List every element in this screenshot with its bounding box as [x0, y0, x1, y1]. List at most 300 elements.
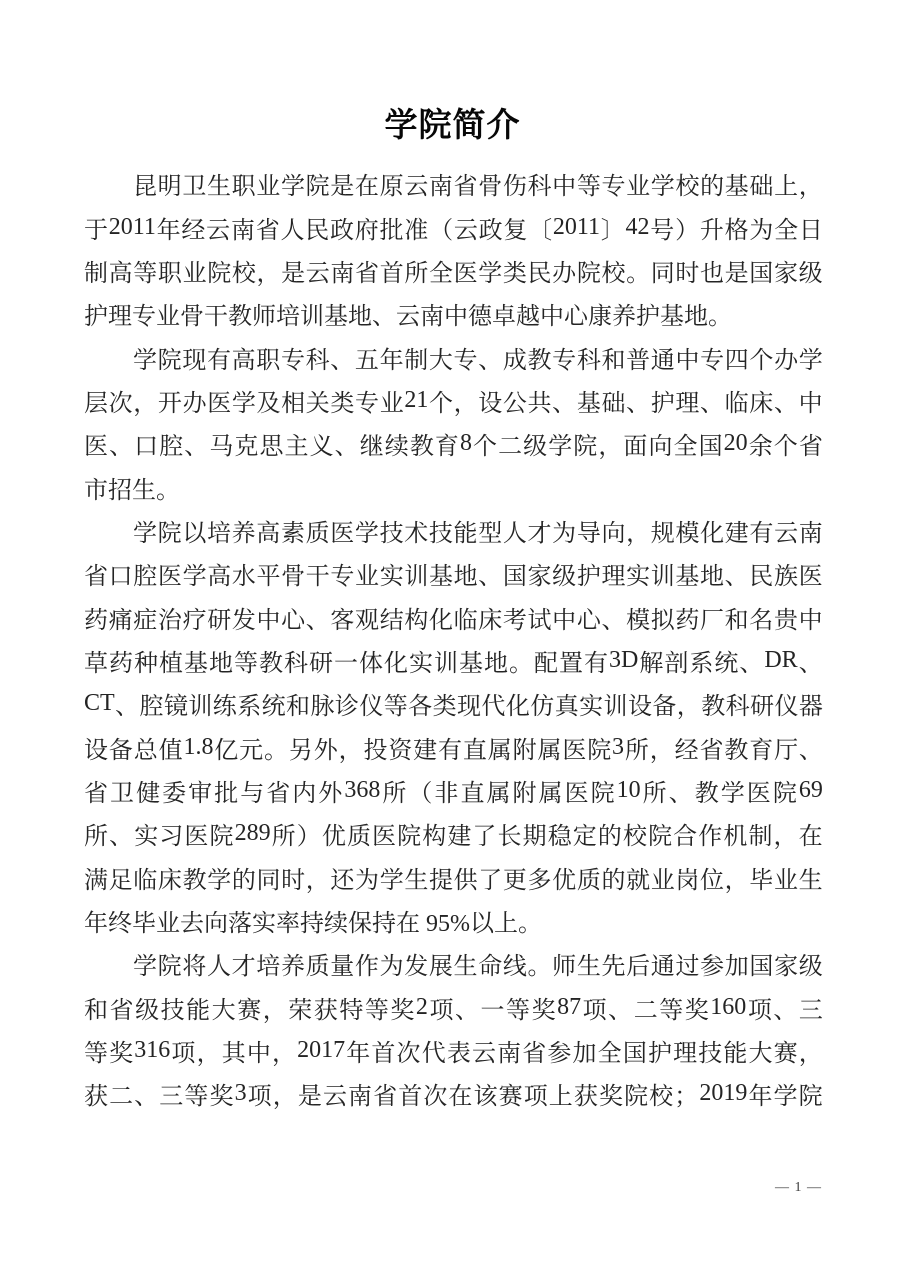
- glyph: 面: [623, 434, 648, 461]
- glyph: 线: [502, 954, 527, 981]
- glyph: 术: [404, 520, 429, 547]
- glyph: 专: [280, 347, 305, 374]
- glyph: 主: [284, 434, 309, 461]
- glyph: 为: [552, 520, 577, 547]
- glyph: CT: [84, 690, 115, 717]
- glyph: 赛: [237, 997, 262, 1024]
- glyph: 草: [84, 650, 108, 677]
- glyph: ，: [453, 390, 478, 417]
- glyph: 毕: [749, 867, 774, 894]
- glyph: 学: [207, 867, 232, 894]
- glyph: 质: [305, 954, 330, 981]
- glyph: 学: [133, 520, 157, 547]
- glyph: 制: [84, 260, 108, 287]
- glyph: 于: [84, 217, 108, 244]
- glyph: 的: [597, 824, 622, 851]
- glyph: 成: [502, 347, 527, 374]
- glyph: 业: [626, 174, 651, 201]
- text-line: 年终毕业去向落实率持续保持在 95%以上。: [84, 911, 542, 938]
- glyph: 四: [724, 347, 749, 374]
- glyph: 民: [527, 260, 552, 287]
- glyph: 、: [109, 824, 134, 851]
- glyph: 为: [355, 867, 380, 894]
- glyph: 获: [313, 997, 338, 1024]
- glyph: 校: [231, 260, 256, 287]
- glyph: 研: [207, 607, 232, 634]
- glyph: 义: [309, 434, 334, 461]
- glyph: 南: [497, 1041, 522, 1068]
- glyph: 建: [724, 520, 749, 547]
- glyph: 、: [134, 1084, 159, 1111]
- glyph: 类: [432, 694, 457, 721]
- page-number: — 1 —: [775, 1180, 822, 1195]
- glyph: 客: [330, 607, 355, 634]
- glyph: 医: [798, 564, 823, 591]
- glyph: 国: [502, 564, 527, 591]
- glyph: 加: [724, 954, 749, 981]
- glyph: 格: [724, 217, 749, 244]
- glyph: 床: [478, 607, 503, 634]
- glyph: 2011: [108, 213, 156, 240]
- glyph: 开: [157, 390, 182, 417]
- glyph: 学: [650, 174, 675, 201]
- text-line: [84, 682, 823, 725]
- glyph: 有: [206, 347, 231, 374]
- glyph: 科: [725, 694, 750, 721]
- glyph: 政: [330, 217, 354, 244]
- glyph: 腔: [159, 434, 184, 461]
- glyph: 大: [748, 1041, 773, 1068]
- glyph: 向: [648, 434, 673, 461]
- glyph: 奖: [390, 997, 415, 1024]
- glyph: 基: [184, 650, 208, 677]
- glyph: 命: [478, 954, 503, 981]
- glyph: 满: [84, 867, 108, 894]
- glyph: 医: [562, 737, 587, 764]
- glyph: 地: [453, 564, 478, 591]
- glyph: 。: [509, 650, 533, 677]
- glyph: 教: [701, 694, 726, 721]
- glyph: 省: [266, 780, 291, 807]
- glyph: 首: [371, 1041, 396, 1068]
- glyph: 系: [689, 650, 714, 677]
- glyph: 奖: [684, 997, 709, 1024]
- glyph: 全: [428, 260, 453, 287]
- text-line: [84, 552, 823, 595]
- glyph: 和: [601, 347, 626, 374]
- glyph: 医: [330, 520, 355, 547]
- glyph: 思: [259, 434, 284, 461]
- glyph: 护: [647, 1041, 672, 1068]
- glyph: 南: [798, 520, 823, 547]
- glyph: 等: [383, 694, 408, 721]
- glyph: 一: [334, 650, 358, 677]
- glyph: 仿: [530, 694, 555, 721]
- glyph: 年: [156, 217, 181, 244]
- glyph: 国: [749, 954, 774, 981]
- glyph: 年: [346, 1041, 371, 1068]
- glyph: 也: [700, 260, 725, 287]
- glyph: 业: [773, 867, 798, 894]
- glyph: （: [408, 780, 433, 807]
- glyph: 腔: [139, 694, 164, 721]
- glyph: 大: [211, 997, 236, 1024]
- glyph: 院: [209, 824, 234, 851]
- glyph: 学: [379, 867, 404, 894]
- glyph: 干: [305, 564, 330, 591]
- glyph: 学: [231, 390, 256, 417]
- glyph: 学: [133, 954, 157, 981]
- glyph: 实: [626, 564, 651, 591]
- glyph: 、: [334, 434, 359, 461]
- glyph: 值: [158, 737, 183, 764]
- glyph: 是: [724, 260, 749, 287]
- text-line: [84, 595, 823, 638]
- glyph: 生: [453, 954, 478, 981]
- glyph: 科: [284, 650, 308, 677]
- glyph: 民: [749, 564, 774, 591]
- glyph: 制: [404, 347, 429, 374]
- glyph: 、: [601, 607, 626, 634]
- glyph: 参: [547, 1041, 572, 1068]
- glyph: 统: [261, 694, 286, 721]
- glyph: 地: [700, 564, 725, 591]
- glyph: 训: [404, 564, 429, 591]
- glyph: 合: [673, 824, 698, 851]
- text-line: [84, 942, 823, 985]
- glyph: 马: [209, 434, 234, 461]
- glyph: ，: [598, 434, 623, 461]
- text-line: 市招生。: [84, 477, 180, 504]
- glyph: 国: [749, 260, 774, 287]
- glyph: 3: [234, 1080, 247, 1107]
- glyph: 加: [572, 1041, 597, 1068]
- glyph: 是: [297, 1084, 322, 1111]
- glyph: 素: [280, 520, 305, 547]
- glyph: DR: [764, 646, 798, 673]
- glyph: 才: [231, 954, 256, 981]
- glyph: 21: [404, 386, 429, 413]
- glyph: 160: [710, 993, 747, 1020]
- document-body: [84, 162, 823, 1116]
- glyph: 设: [478, 390, 503, 417]
- glyph: 贵: [773, 607, 798, 634]
- glyph: 科: [305, 347, 330, 374]
- glyph: 是: [330, 174, 355, 201]
- glyph: 、: [478, 347, 503, 374]
- glyph: 所: [382, 780, 407, 807]
- glyph: 院: [207, 260, 232, 287]
- glyph: 厅: [774, 737, 799, 764]
- glyph: 定: [572, 824, 597, 851]
- glyph: 制: [748, 824, 773, 851]
- glyph: 医: [184, 824, 209, 851]
- glyph: 植: [159, 650, 183, 677]
- glyph: 中: [552, 607, 577, 634]
- glyph: 生: [206, 174, 231, 201]
- glyph: 为: [379, 954, 404, 981]
- glyph: 建: [413, 737, 438, 764]
- glyph: 练: [212, 694, 237, 721]
- glyph: 现: [182, 347, 207, 374]
- glyph: 疗: [182, 607, 207, 634]
- glyph: 省: [84, 780, 108, 807]
- glyph: ，: [338, 737, 363, 764]
- glyph: 。: [264, 737, 289, 764]
- glyph: 腔: [133, 564, 158, 591]
- glyph: 院: [587, 737, 612, 764]
- glyph: 个: [428, 390, 453, 417]
- glyph: 生: [576, 954, 601, 981]
- glyph: 。: [626, 260, 651, 287]
- glyph: 上: [774, 174, 799, 201]
- glyph: 人: [206, 954, 231, 981]
- glyph: 医: [564, 780, 589, 807]
- glyph: 获: [84, 1084, 108, 1111]
- glyph: 次: [108, 390, 133, 417]
- glyph: 中: [798, 607, 823, 634]
- glyph: 训: [603, 694, 628, 721]
- glyph: 级: [552, 564, 577, 591]
- glyph: 临: [724, 390, 749, 417]
- glyph: 养: [231, 520, 256, 547]
- glyph: 复: [503, 217, 528, 244]
- glyph: 、: [454, 997, 479, 1024]
- glyph: 3D: [609, 646, 639, 673]
- glyph: 该: [473, 1084, 498, 1111]
- glyph: 期: [522, 824, 547, 851]
- glyph: 基: [724, 174, 749, 201]
- glyph: 奖: [531, 997, 556, 1024]
- glyph: 机: [723, 824, 748, 851]
- glyph: 化: [505, 694, 530, 721]
- glyph: 有: [584, 650, 608, 677]
- glyph: 、: [109, 434, 134, 461]
- glyph: ，: [271, 1041, 296, 1068]
- glyph: 明: [157, 174, 182, 201]
- glyph: 直: [462, 737, 487, 764]
- glyph: 养: [280, 954, 305, 981]
- glyph: 院: [590, 780, 615, 807]
- glyph: 医: [372, 824, 397, 851]
- glyph: 委: [162, 780, 187, 807]
- glyph: 技: [428, 520, 453, 547]
- glyph: 、: [478, 564, 503, 591]
- glyph: 五: [354, 347, 379, 374]
- glyph: 全: [774, 217, 799, 244]
- glyph: 类: [502, 260, 527, 287]
- glyph: 足: [108, 867, 133, 894]
- glyph: 属: [487, 737, 512, 764]
- glyph: 学: [773, 1084, 798, 1111]
- glyph: 质: [305, 520, 330, 547]
- glyph: 、: [330, 347, 355, 374]
- glyph: 高: [256, 520, 281, 547]
- glyph: 发: [231, 607, 256, 634]
- glyph: 2011: [552, 213, 600, 240]
- text-line: [84, 725, 823, 768]
- glyph: 投: [363, 737, 388, 764]
- glyph: 在: [798, 824, 823, 851]
- glyph: 省: [255, 217, 280, 244]
- glyph: 育: [749, 737, 774, 764]
- glyph: 个: [773, 434, 798, 461]
- text-line: [84, 639, 823, 682]
- glyph: 作: [354, 954, 379, 981]
- glyph: 云: [206, 217, 231, 244]
- glyph: 、: [608, 997, 633, 1024]
- glyph: 所: [84, 824, 108, 851]
- glyph: 建: [447, 824, 472, 851]
- glyph: 等: [364, 997, 389, 1024]
- glyph: 特: [339, 997, 364, 1024]
- glyph: 护: [576, 564, 601, 591]
- glyph: 南: [230, 217, 255, 244]
- glyph: 多: [527, 867, 552, 894]
- glyph: 心: [576, 607, 601, 634]
- glyph: 院: [624, 1084, 649, 1111]
- glyph: 相: [281, 390, 306, 417]
- glyph: 置: [559, 650, 583, 677]
- glyph: 拟: [650, 607, 675, 634]
- glyph: 亿: [214, 737, 239, 764]
- glyph: 等: [576, 174, 601, 201]
- glyph: 10: [616, 776, 641, 803]
- glyph: 骨: [478, 174, 503, 201]
- glyph: 训: [434, 650, 458, 677]
- glyph: 等: [133, 260, 158, 287]
- glyph: ，: [798, 1041, 823, 1068]
- glyph: 级: [798, 954, 823, 981]
- glyph: 云: [453, 217, 478, 244]
- glyph: 科: [576, 347, 601, 374]
- glyph: 系: [237, 694, 262, 721]
- glyph: 、: [739, 650, 764, 677]
- glyph: 实: [379, 564, 404, 591]
- glyph: 办: [774, 347, 799, 374]
- glyph: ，: [676, 694, 701, 721]
- glyph: ，: [256, 260, 281, 287]
- glyph: 所: [404, 260, 429, 287]
- glyph: 医: [453, 260, 478, 287]
- glyph: 实: [579, 694, 604, 721]
- glyph: 床: [157, 867, 182, 894]
- glyph: 地: [209, 650, 233, 677]
- glyph: 、: [700, 390, 725, 417]
- glyph: 和: [84, 997, 108, 1024]
- glyph: 云: [305, 260, 330, 287]
- glyph: 镜: [163, 694, 188, 721]
- glyph: 护: [650, 390, 675, 417]
- glyph: 类: [330, 390, 355, 417]
- glyph: 、: [552, 390, 577, 417]
- glyph: 省: [798, 434, 823, 461]
- glyph: ，: [262, 997, 287, 1024]
- glyph: 直: [460, 780, 485, 807]
- glyph: 首: [398, 1084, 423, 1111]
- glyph: 试: [527, 607, 552, 634]
- glyph: 质: [576, 867, 601, 894]
- glyph: 项: [582, 997, 607, 1024]
- glyph: 省: [699, 737, 724, 764]
- glyph: 结: [379, 607, 404, 634]
- glyph: 同: [256, 867, 281, 894]
- glyph: 业: [379, 390, 404, 417]
- glyph: 职: [256, 347, 281, 374]
- glyph: 过: [675, 954, 700, 981]
- text-line: [84, 856, 823, 899]
- glyph: 另: [288, 737, 313, 764]
- glyph: 口: [108, 564, 133, 591]
- glyph: 技: [698, 1041, 723, 1068]
- glyph: 平: [256, 564, 281, 591]
- text-line: [84, 335, 823, 378]
- glyph: 附: [512, 780, 537, 807]
- glyph: 云: [471, 1041, 496, 1068]
- glyph: 观: [355, 607, 380, 634]
- glyph: 续: [384, 434, 409, 461]
- glyph: 厂: [700, 607, 725, 634]
- glyph: 教: [182, 867, 207, 894]
- glyph: 附: [512, 737, 537, 764]
- page-title: 学院简介: [384, 108, 521, 144]
- glyph: 赛: [498, 1084, 523, 1111]
- glyph: 升: [699, 217, 724, 244]
- glyph: 设: [84, 737, 108, 764]
- glyph: 院: [157, 347, 182, 374]
- glyph: 教: [259, 650, 283, 677]
- glyph: 继: [359, 434, 384, 461]
- glyph: 研: [750, 694, 775, 721]
- glyph: 化: [428, 607, 453, 634]
- glyph: 的: [601, 867, 626, 894]
- glyph: 奖: [209, 1084, 234, 1111]
- glyph: ，: [773, 824, 798, 851]
- glyph: 教: [409, 434, 434, 461]
- glyph: 实: [134, 824, 159, 851]
- glyph: 化: [700, 520, 725, 547]
- glyph: 模: [626, 607, 651, 634]
- glyph: 次: [396, 1041, 421, 1068]
- glyph: 首: [379, 260, 404, 287]
- glyph: 代: [421, 1041, 446, 1068]
- glyph: 训: [188, 694, 213, 721]
- glyph: ；: [674, 1084, 699, 1111]
- glyph: ，: [272, 1084, 297, 1111]
- glyph: 省: [453, 174, 478, 201]
- glyph: 理: [601, 564, 626, 591]
- glyph: 年: [748, 1084, 773, 1111]
- glyph: 中: [552, 174, 577, 201]
- glyph: 痛: [108, 607, 133, 634]
- glyph: 368: [344, 776, 381, 803]
- glyph: 医: [84, 434, 108, 461]
- glyph: 人: [280, 217, 305, 244]
- glyph: 经: [674, 737, 699, 764]
- glyph: 校: [649, 1084, 674, 1111]
- glyph: 云: [404, 174, 429, 201]
- glyph: 办: [182, 390, 207, 417]
- glyph: 资: [388, 737, 413, 764]
- glyph: 准: [404, 217, 429, 244]
- glyph: 卫: [182, 174, 207, 201]
- glyph: 专: [453, 347, 478, 374]
- glyph: 赛: [773, 1041, 798, 1068]
- glyph: 构: [404, 607, 429, 634]
- glyph: 高: [108, 260, 133, 287]
- glyph: 位: [700, 867, 725, 894]
- glyph: 属: [486, 780, 511, 807]
